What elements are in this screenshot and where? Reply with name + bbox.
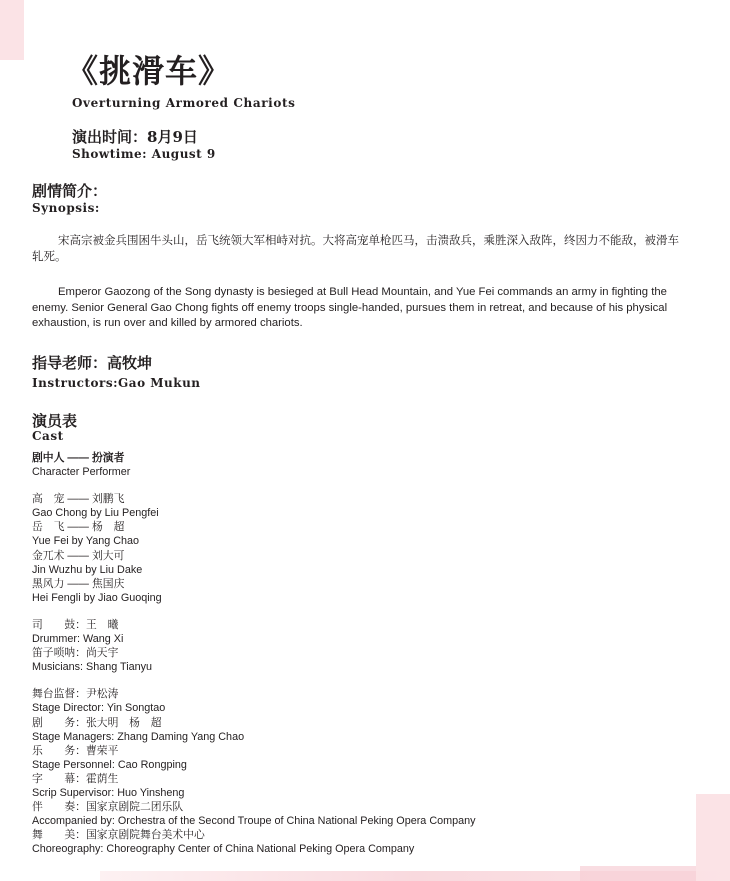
role-entry: 岳 飞 —— 杨 超 bbox=[32, 521, 125, 534]
role-entry: 高 宠 —— 刘鹏飞 bbox=[32, 493, 125, 506]
page-title-english: Overturning Armored Chariots bbox=[72, 96, 296, 110]
staff-entry: 字 幕：霍荫生 bbox=[32, 772, 119, 785]
cast-column-header-chinese: 剧中人 —— 扮演者 bbox=[32, 452, 125, 464]
role-entry: Gao Chong by Liu Pengfei bbox=[32, 507, 159, 520]
instructor-english: Instructors:Gao Mukun bbox=[32, 376, 201, 390]
bottom-decoration-block bbox=[580, 866, 696, 881]
synopsis-heading-chinese: 剧情简介： bbox=[32, 182, 108, 200]
synopsis-text-chinese: 宋高宗被金兵围困牛头山，岳飞统领大军相峙对抗。大将高宠单枪匹马，击溃敌兵，乘胜深入敌阵，终因力不能敌，被滑车轧死。 bbox=[32, 235, 679, 263]
music-entry: 司 鼓：王 曦 bbox=[32, 618, 119, 631]
cast-list bbox=[32, 451, 632, 856]
instructor-chinese: 指导老师：高牧坤 bbox=[32, 354, 153, 372]
showtime-english: Showtime: August 9 bbox=[72, 147, 216, 161]
role-entry: Yue Fei by Yang Chao bbox=[32, 535, 140, 548]
staff-entry: 伴 奏：国家京剧院二团乐队 bbox=[32, 801, 184, 814]
staff-entry: 乐 务：曹荣平 bbox=[32, 744, 119, 757]
staff-entry: 舞台监督：尹松涛 bbox=[32, 688, 119, 701]
music-entry: Drummer: Wang Xi bbox=[32, 633, 124, 646]
role-entry: Jin Wuzhu by Liu Dake bbox=[32, 563, 143, 576]
staff-entry: 剧 务：张大明 杨 超 bbox=[32, 716, 162, 729]
staff-entry: Choreography: Choreography Center of China National Peking Opera Company bbox=[32, 843, 415, 856]
role-entry: 金兀术 —— 刘大可 bbox=[32, 549, 125, 562]
role-entry: Hei Fengli by Jiao Guoqing bbox=[32, 591, 162, 604]
corner-decoration-top-left bbox=[0, 0, 24, 60]
staff-entry: Stage Managers: Zhang Daming Yang Chao bbox=[32, 730, 245, 743]
staff-entry: 舞 美：国家京剧院舞台美术中心 bbox=[32, 829, 205, 842]
staff-entry: Stage Director: Yin Songtao bbox=[32, 702, 166, 715]
staff-entry: Accompanied by: Orchestra of the Second Troupe of China National Peking Opera Company bbox=[32, 815, 476, 828]
cast-heading-english: Cast bbox=[32, 429, 64, 443]
showtime-chinese: 演出时间：8月9日 bbox=[72, 128, 198, 146]
music-entry: Musicians: Shang Tianyu bbox=[32, 661, 153, 674]
cast-heading-chinese: 演员表 bbox=[32, 412, 78, 430]
synopsis-text-english: Emperor Gaozong of the Song dynasty is besieged at Bull Head Mountain, and Yue Fei commands an army in fighting the enemy. Senior General Gao Chong fights off enemy troops single-handed, pursues them in retreat, and because of his physical exhaustion, is run over and killed by armored chariots. bbox=[32, 286, 668, 329]
corner-decoration-bottom-right bbox=[696, 794, 730, 881]
synopsis-heading-english: Synopsis: bbox=[32, 201, 100, 215]
page-title: 《挑滑车》 bbox=[66, 52, 232, 90]
music-entry: 笛子唢呐：尚天宇 bbox=[32, 647, 119, 660]
staff-entry: Scrip Supervisor: Huo Yinsheng bbox=[32, 786, 185, 799]
role-entry: 黑风力 —— 焦国庆 bbox=[32, 577, 125, 590]
staff-entry: Stage Personnel: Cao Rongping bbox=[32, 758, 187, 771]
cast-column-header-english: Character Performer bbox=[32, 466, 131, 479]
